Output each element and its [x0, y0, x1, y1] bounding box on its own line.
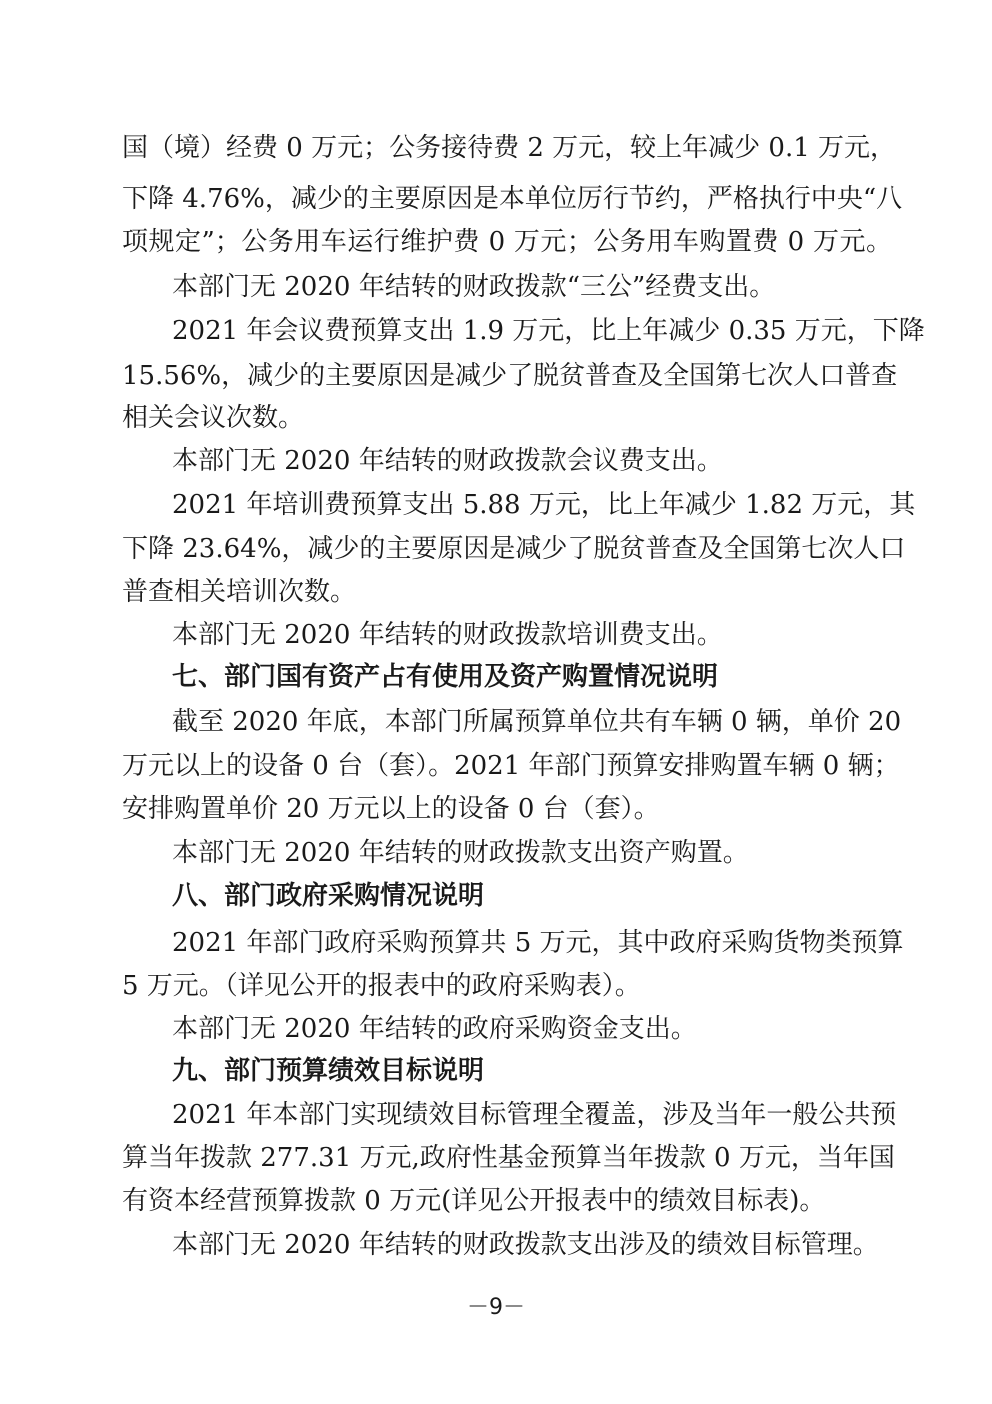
- body-line-11: 普查相关培训次数。: [122, 577, 357, 607]
- body-line-17: 2021 年部门政府采购预算共 5 万元，其中政府采购货物类预算: [172, 928, 904, 958]
- page-number: －9－: [467, 1295, 525, 1320]
- body-line-18: 5 万元。（详见公开的报表中的政府采购表）。: [122, 971, 641, 1001]
- body-line-7: 相关会议次数。: [122, 403, 305, 433]
- body-line-4: 本部门无 2020 年结转的财政拨款“三公”经费支出。: [172, 272, 776, 302]
- body-line-16: 本部门无 2020 年结转的财政拨款支出资产购置。: [172, 838, 749, 868]
- body-line-23: 本部门无 2020 年结转的财政拨款支出涉及的绩效目标管理。: [172, 1230, 879, 1260]
- body-line-1: 国（境）经费 0 万元；公务接待费 2 万元，较上年减少 0.1 万元，: [122, 133, 897, 163]
- body-line-12: 本部门无 2020 年结转的财政拨款培训费支出。: [172, 620, 723, 650]
- section-heading-9: 九、部门预算绩效目标说明: [172, 1056, 485, 1086]
- body-line-22: 有资本经营预算拨款 0 万元(详见公开报表中的绩效目标表)。: [122, 1186, 826, 1216]
- body-line-15: 安排购置单价 20 万元以上的设备 0 台（套）。: [122, 794, 660, 824]
- body-line-5: 2021 年会议费预算支出 1.9 万元，比上年减少 0.35 万元，下降: [172, 316, 925, 346]
- body-line-8: 本部门无 2020 年结转的财政拨款会议费支出。: [172, 446, 723, 476]
- body-line-3: 项规定”；公务用车运行维护费 0 万元；公务用车购置费 0 万元。: [122, 227, 892, 257]
- body-line-2: 下降 4.76%，减少的主要原因是本单位厉行节约，严格执行中央“八: [122, 184, 903, 214]
- body-line-21: 算当年拨款 277.31 万元,政府性基金预算当年拨款 0 万元，当年国: [122, 1143, 895, 1173]
- body-line-19: 本部门无 2020 年结转的政府采购资金支出。: [172, 1014, 697, 1044]
- section-heading-7: 七、部门国有资产占有使用及资产购置情况说明: [172, 662, 719, 692]
- body-line-14: 万元以上的设备 0 台（套）。2021 年部门预算安排购置车辆 0 辆；: [122, 751, 900, 781]
- section-heading-8: 八、部门政府采购情况说明: [172, 881, 485, 911]
- body-line-13: 截至 2020 年底，本部门所属预算单位共有车辆 0 辆，单价 20: [172, 707, 902, 737]
- body-line-20: 2021 年本部门实现绩效目标管理全覆盖，涉及当年一般公共预: [172, 1100, 897, 1130]
- body-line-9: 2021 年培训费预算支出 5.88 万元，比上年减少 1.82 万元，其: [172, 490, 916, 520]
- body-line-6: 15.56%，减少的主要原因是减少了脱贫普查及全国第七次人口普查: [122, 361, 898, 391]
- body-line-10: 下降 23.64%，减少的主要原因是减少了脱贫普查及全国第七次人口: [122, 534, 906, 564]
